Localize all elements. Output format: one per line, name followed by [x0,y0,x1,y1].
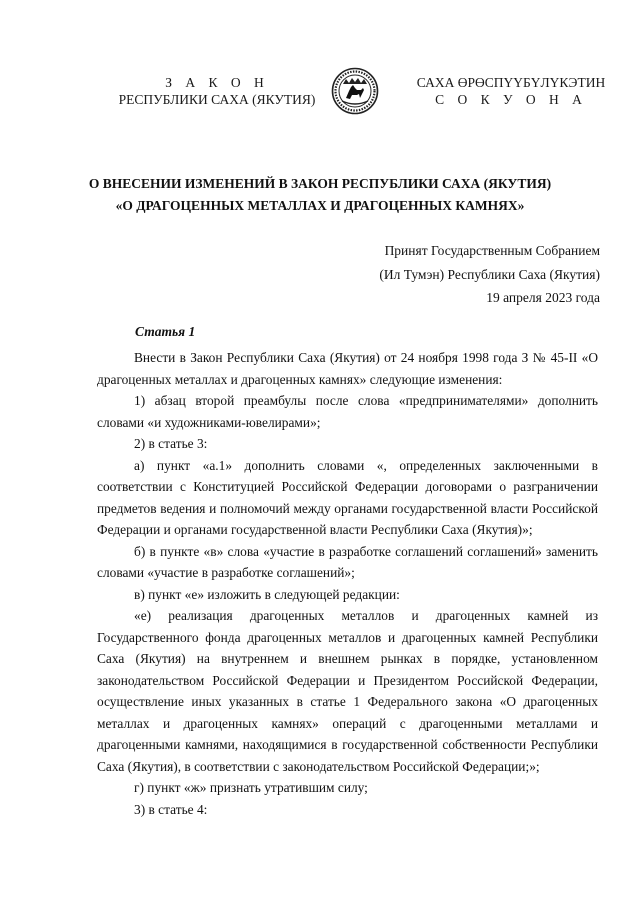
article-heading: Статья 1 [135,324,196,339]
paragraph: 3) в статье 4: [134,801,208,817]
header-right-line1: САХА ӨРӨСПҮҮБҮЛҮКЭТИН [416,75,606,90]
paragraph: б) в пункте «в» слова «участие в разработке соглашений соглашений» заменить словами «участие в разработке соглашений»; [97,543,598,580]
paragraph: 2) в статье 3: [134,436,208,451]
paragraph: в) пункт «е» изложить в следующей редакции: [134,586,400,602]
paragraph: 1) абзац второй преамбулы после слова «предпринимателями» дополнить словами «и художниками-ювелирами»; [97,393,598,430]
paragraph: а) пункт «а.1» дополнить словами «, определенных заключенными в соответствии с Конституцией Российской Федерации договорами о разграничении предметов ведения и полномочий между органами государственной власти Российской Федерации и органами государственной власти Республики Саха (Якутия)»; [97,457,598,537]
header-left [112,74,322,108]
adoption-line1: Принят Государственным Собранием [384,243,600,258]
document-title [0,173,640,217]
coat-of-arms-icon [331,67,379,115]
adoption-line2: (Ил Тумэн) Республики Саха (Якутия) [379,266,600,282]
adoption-date: 19 апреля 2023 года [486,290,600,305]
title-line1: О ВНЕСЕНИИ ИЗМЕНЕНИЙ В ЗАКОН РЕСПУБЛИКИ САХА (ЯКУТИЯ) [88,176,552,191]
header-left-line2: РЕСПУБЛИКИ САХА (ЯКУТИЯ) [118,92,316,107]
document-body [97,347,598,820]
paragraph: г) пункт «ж» признать утратившим силу; [134,780,368,795]
adoption-block [379,239,600,310]
title-line2: «О ДРАГОЦЕННЫХ МЕТАЛЛАХ И ДРАГОЦЕННЫХ КАМНЯХ» [115,198,525,213]
header-right [400,74,622,108]
header-left-line1: З А К О Н [165,75,269,90]
header-right-line2: С О К У О Н А [435,92,587,107]
paragraph: Внести в Закон Республики Саха (Якутия) от 24 ноября 1998 года З № 45-II «О драгоценных металлах и драгоценных камнях» следующие изменения: [97,350,598,387]
paragraph: «е) реализация драгоценных металлов и драгоценных камней из Государственного фонда драгоценных металлов и драгоценных камней Республики Саха (Якутия) на внутреннем и внешнем рынках в порядке, установленном законодательством Российской Федерации и Президентом Российской Федерации, осуществление иных указанных в статье 1 Федерального закона «О драгоценных металлах и драгоценных камнях» операций с драгоценными металлами и драгоценными камнями, находящимися в государственной собственности Республики Саха (Якутия), в соответствии с законодательством Российской Федерации;»; [97,608,598,774]
